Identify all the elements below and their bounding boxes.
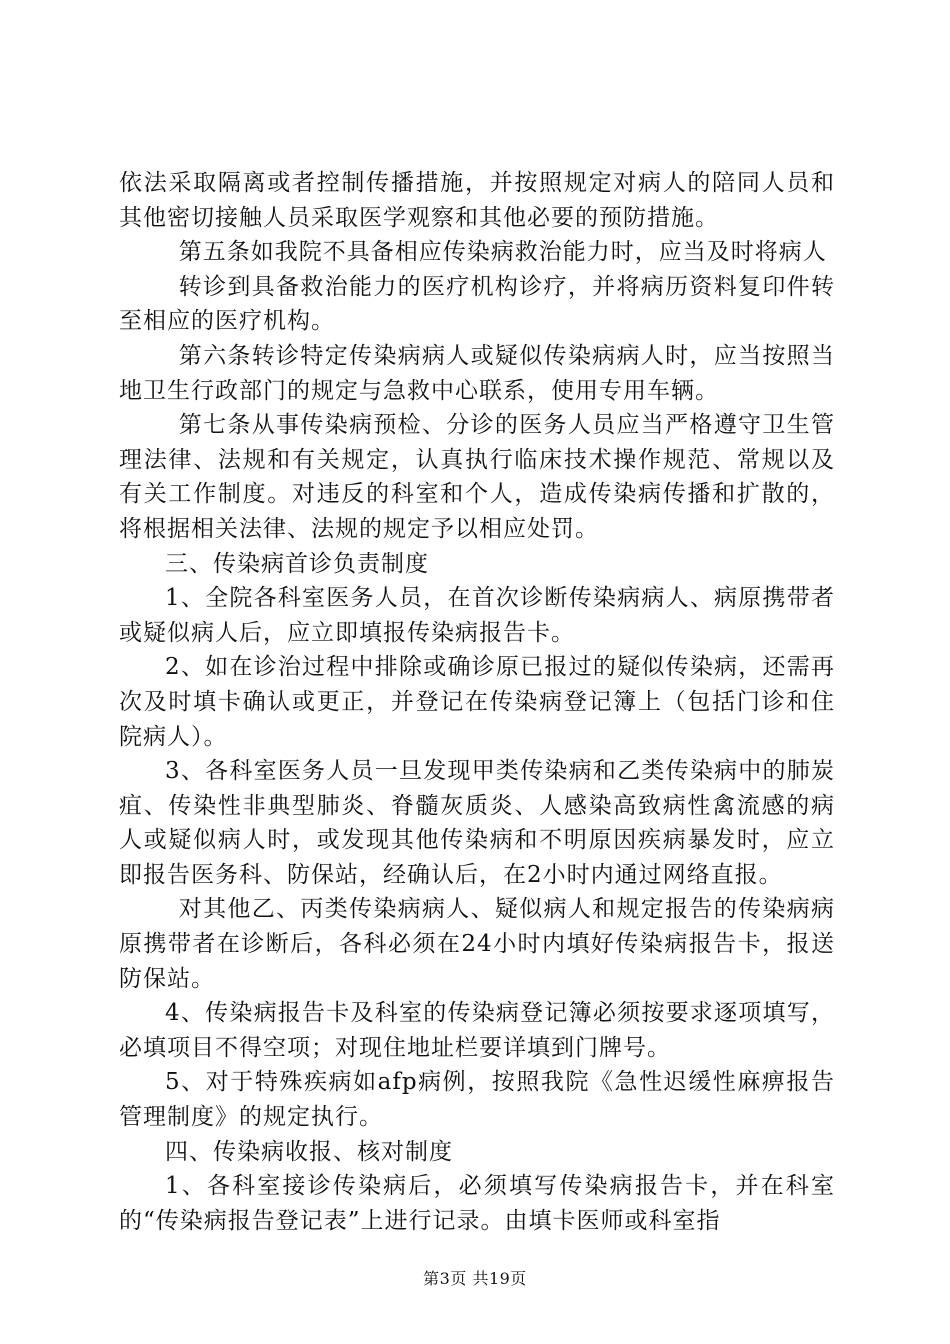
paragraph: 1、全院各科室医务人员，在首次诊断传染病病人、病原携带者或疑似病人后，应立即填报传染病报告卡。	[119, 585, 835, 646]
paragraph: 4、传染病报告卡及科室的传染病登记簿必须按要求逐项填写，必填项目不得空项；对现住地址栏要详填到门牌号。	[119, 1000, 835, 1061]
paragraph: 三、传染病首诊负责制度	[165, 550, 429, 577]
paragraph: 对其他乙、丙类传染病病人、疑似病人和规定报告的传染病病原携带者在诊断后，各科必须在24小时内填好传染病报告卡，报送防保站。	[119, 896, 835, 992]
paragraph: 第五条如我院不具备相应传染病救治能力时，应当及时将病人	[178, 239, 827, 266]
paragraph: 转诊到具备救治能力的医疗机构诊疗，并将病历资料复印件转至相应的医疗机构。	[119, 273, 835, 335]
paragraph: 1、各科室接诊传染病后，必须填写传染病报告卡，并在科室的“传染病报告登记表”上进行记录。由填卡医师或科室指	[119, 1173, 835, 1234]
document-body	[119, 166, 835, 1238]
paragraph: 5、对于特殊疾病如afp病例，按照我院《急性迟缓性麻痹报告管理制度》的规定执行。	[119, 1069, 835, 1131]
paragraph: 依法采取隔离或者控制传播措施，并按照规定对病人的陪同人员和其他密切接触人员采取医学观察和其他必要的预防措施。	[119, 170, 835, 231]
paragraph: 第七条从事传染病预检、分诊的医务人员应当严格遵守卫生管理法律、法规和有关规定，认真执行临床技术操作规范、常规以及有关工作制度。对违反的科室和个人，造成传染病传播和扩散的，将根据相关法律、法规的规定予以相应处罚。	[119, 412, 835, 542]
paragraph: 3、各科室医务人员一旦发现甲类传染病和乙类传染病中的肺炭疽、传染性非典型肺炎、脊髓灰质炎、人感染高致病性禽流感的病人或疑似病人时，或发现其他传染病和不明原因疾病暴发时，应立即报告医务科、防保站，经确认后，在2小时内通过网络直报。	[119, 758, 835, 888]
paragraph: 第六条转诊特定传染病病人或疑似传染病病人时，应当按照当地卫生行政部门的规定与急救中心联系，使用专用车辆。	[119, 342, 835, 404]
paragraph: 2、如在诊治过程中排除或确诊原已报过的疑似传染病，还需再次及时填卡确认或更正，并登记在传染病登记簿上（包括门诊和住院病人）。	[119, 654, 835, 750]
page-footer: 第3页 共19页	[423, 1269, 527, 1288]
paragraph: 四、传染病收报、核对制度	[165, 1138, 453, 1165]
